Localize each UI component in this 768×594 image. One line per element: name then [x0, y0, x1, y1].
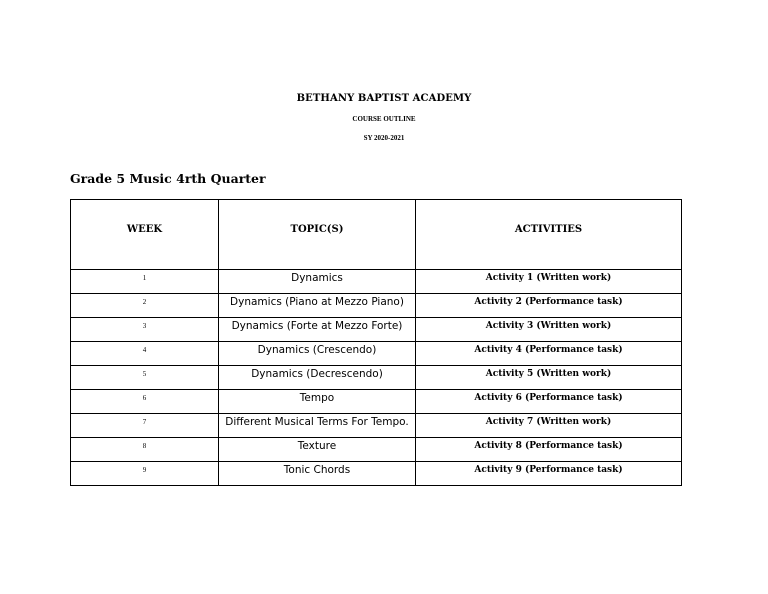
week-cell: 2 [71, 294, 219, 318]
table-row [71, 294, 682, 318]
topic-cell: Dynamics (Crescendo) [219, 342, 416, 366]
week-cell: 8 [71, 438, 219, 462]
activity-cell: Activity 9 (Performance task) [416, 462, 682, 486]
topic-cell: Texture [219, 438, 416, 462]
column-header-week: WEEK [71, 200, 219, 270]
activity-cell: Activity 8 (Performance task) [416, 438, 682, 462]
activity-cell: Activity 6 (Performance task) [416, 390, 682, 414]
week-cell: 1 [71, 270, 219, 294]
document-title: COURSE OUTLINE [352, 115, 416, 123]
table-row [71, 318, 682, 342]
topic-cell: Dynamics (Decrescendo) [219, 366, 416, 390]
topic-cell: Dynamics [219, 270, 416, 294]
table-row [71, 270, 682, 294]
topic-cell: Dynamics (Piano at Mezzo Piano) [219, 294, 416, 318]
topic-cell: Tonic Chords [219, 462, 416, 486]
week-cell: 6 [71, 390, 219, 414]
week-cell: 7 [71, 414, 219, 438]
week-cell: 4 [71, 342, 219, 366]
column-header-topics: TOPIC(S) [219, 200, 416, 270]
table-row [71, 438, 682, 462]
table-row [71, 462, 682, 486]
week-cell: 3 [71, 318, 219, 342]
school-year: SY 2020-2021 [363, 134, 405, 142]
week-cell: 5 [71, 366, 219, 390]
topic-cell: Different Musical Terms For Tempo. [219, 414, 416, 438]
column-header-activities: ACTIVITIES [416, 200, 682, 270]
subject-heading: Grade 5 Music 4rth Quarter [70, 171, 266, 186]
table-header-row [71, 200, 682, 270]
week-cell: 9 [71, 462, 219, 486]
course-outline-table [70, 199, 682, 486]
table-row [71, 366, 682, 390]
activity-cell: Activity 5 (Written work) [416, 366, 682, 390]
school-name: BETHANY BAPTIST ACADEMY [296, 93, 472, 104]
topic-cell: Tempo [219, 390, 416, 414]
topic-cell: Dynamics (Forte at Mezzo Forte) [219, 318, 416, 342]
activity-cell: Activity 2 (Performance task) [416, 294, 682, 318]
activity-cell: Activity 3 (Written work) [416, 318, 682, 342]
activity-cell: Activity 1 (Written work) [416, 270, 682, 294]
activity-cell: Activity 7 (Written work) [416, 414, 682, 438]
table-row [71, 342, 682, 366]
table-row [71, 414, 682, 438]
activity-cell: Activity 4 (Performance task) [416, 342, 682, 366]
table-row [71, 390, 682, 414]
